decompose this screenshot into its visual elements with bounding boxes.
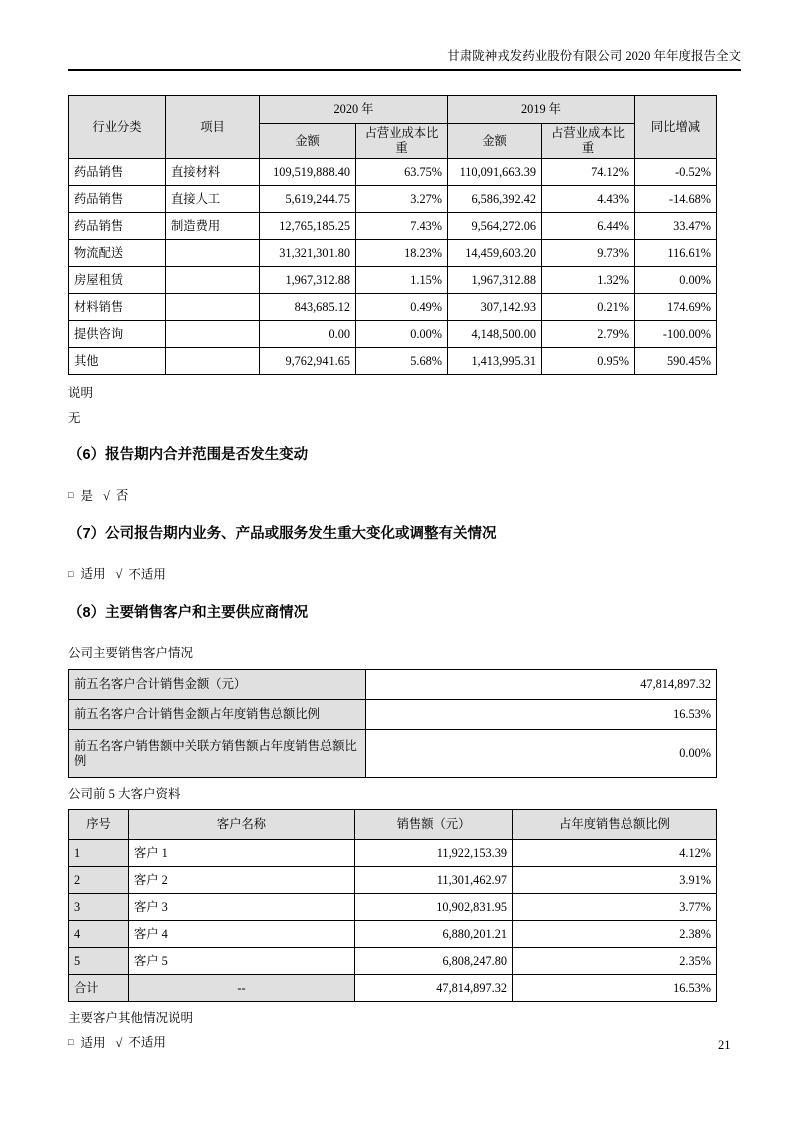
- cell-ratio-2020: 1.15%: [356, 267, 448, 294]
- cell-industry: 其他: [69, 348, 166, 375]
- page-content: [68, 95, 716, 1051]
- cost-row: [69, 240, 717, 267]
- cost-row: [69, 159, 717, 186]
- cell-customer-name: 客户 4: [129, 921, 355, 948]
- checkbox-unchecked-icon: □: [68, 568, 74, 579]
- footer-choice: [68, 1034, 716, 1051]
- cell-no: 1: [69, 840, 129, 867]
- cell-total-ratio: 16.53%: [513, 975, 717, 1002]
- cell-customer-name: 客户 5: [129, 948, 355, 975]
- cell-item: [166, 294, 260, 321]
- col-header-amount-2020: 金额: [260, 124, 356, 159]
- col-header-ratio-2020: 占营业成本比重: [356, 124, 448, 159]
- cost-row: [69, 348, 717, 375]
- check-mark-icon: √: [102, 488, 110, 503]
- cost-row: [69, 321, 717, 348]
- cell-sales-amount: 6,880,201.21: [355, 921, 513, 948]
- header-divider: [68, 69, 741, 71]
- cell-amount-2020: 12,765,185.25: [260, 213, 356, 240]
- summary-label: 前五名客户合计销售金额占年度销售总额比例: [69, 700, 366, 730]
- summary-label: 前五名客户合计销售金额（元）: [69, 670, 366, 700]
- cell-ratio-2019: 0.95%: [542, 348, 635, 375]
- summary-row: [69, 670, 717, 700]
- cell-ratio-2019: 0.21%: [542, 294, 635, 321]
- cell-sales-amount: 10,902,831.95: [355, 894, 513, 921]
- cell-amount-2020: 9,762,941.65: [260, 348, 356, 375]
- cell-no: 3: [69, 894, 129, 921]
- cell-item: [166, 321, 260, 348]
- cell-industry: 房屋租赁: [69, 267, 166, 294]
- cell-ratio-2019: 74.12%: [542, 159, 635, 186]
- cell-yoy: 590.45%: [635, 348, 717, 375]
- cell-amount-2019: 1,413,995.31: [448, 348, 542, 375]
- cell-amount-2020: 1,967,312.88: [260, 267, 356, 294]
- cell-ratio-2020: 7.43%: [356, 213, 448, 240]
- section-7-heading: （7）公司报告期内业务、产品或服务发生重大变化或调整有关情况: [68, 525, 497, 542]
- choice-apply-label: 适用: [80, 1035, 106, 1050]
- cell-amount-2019: 1,967,312.88: [448, 267, 542, 294]
- customer-total-row: [69, 975, 717, 1002]
- section-8-heading: （8）主要销售客户和主要供应商情况: [68, 605, 309, 621]
- customer-row: [69, 867, 717, 894]
- cell-yoy: -0.52%: [635, 159, 717, 186]
- cell-ratio-2020: 18.23%: [356, 240, 448, 267]
- cell-yoy: 174.69%: [635, 294, 717, 321]
- cell-sales-ratio: 2.35%: [513, 948, 717, 975]
- cell-industry: 药品销售: [69, 213, 166, 240]
- cell-total-name: --: [129, 975, 355, 1002]
- checkbox-unchecked-icon: □: [68, 490, 74, 500]
- col-header-yoy: 同比增减: [635, 96, 717, 159]
- cell-sales-ratio: 3.77%: [513, 894, 717, 921]
- cell-yoy: -100.00%: [635, 321, 717, 348]
- cell-ratio-2020: 3.27%: [356, 186, 448, 213]
- cell-ratio-2020: 5.68%: [356, 348, 448, 375]
- cell-ratio-2019: 1.32%: [542, 267, 635, 294]
- summary-value: 16.53%: [366, 700, 717, 730]
- cell-industry: 提供咨询: [69, 321, 166, 348]
- choice-no-label: 否: [115, 488, 129, 503]
- cell-total-amount: 47,814,897.32: [355, 975, 513, 1002]
- cell-ratio-2020: 63.75%: [356, 159, 448, 186]
- customer-summary-caption: 公司主要销售客户情况: [68, 646, 194, 660]
- check-mark-icon: √: [115, 567, 123, 581]
- col-header-2019: 2019 年: [448, 96, 635, 124]
- checkbox-unchecked-icon: □: [68, 1037, 74, 1047]
- cell-industry: 药品销售: [69, 186, 166, 213]
- cost-row: [69, 294, 717, 321]
- customer-row: [69, 948, 717, 975]
- cell-amount-2019: 110,091,663.39: [448, 159, 542, 186]
- cost-row: [69, 267, 717, 294]
- col-header-no: 序号: [69, 810, 129, 840]
- cost-row: [69, 213, 717, 240]
- cell-amount-2020: 5,619,244.75: [260, 186, 356, 213]
- page-number: 21: [718, 1038, 731, 1052]
- cell-yoy: 116.61%: [635, 240, 717, 267]
- cell-item: 直接材料: [166, 159, 260, 186]
- cell-sales-ratio: 2.38%: [513, 921, 717, 948]
- col-header-ratio-2019: 占营业成本比重: [542, 124, 635, 159]
- cell-amount-2020: 31,321,301.80: [260, 240, 356, 267]
- cost-breakdown-table: [68, 95, 717, 375]
- cell-sales-amount: 11,301,462.97: [355, 867, 513, 894]
- customer-row: [69, 921, 717, 948]
- cell-item: [166, 267, 260, 294]
- choice-not-apply-label: 不适用: [128, 1035, 166, 1050]
- col-header-sales-ratio: 占年度销售总额比例: [513, 810, 717, 840]
- page-header-title: 甘肃陇神戎发药业股份有限公司 2020 年年度报告全文: [447, 49, 741, 63]
- cell-sales-amount: 6,808,247.80: [355, 948, 513, 975]
- cell-ratio-2020: 0.49%: [356, 294, 448, 321]
- cell-amount-2019: 14,459,603.20: [448, 240, 542, 267]
- cell-no: 5: [69, 948, 129, 975]
- cell-yoy: 0.00%: [635, 267, 717, 294]
- check-mark-icon: √: [115, 1035, 123, 1050]
- col-header-customer-name: 客户名称: [129, 810, 355, 840]
- summary-row: [69, 700, 717, 730]
- cell-industry: 材料销售: [69, 294, 166, 321]
- cell-ratio-2019: 4.43%: [542, 186, 635, 213]
- cell-ratio-2019: 2.79%: [542, 321, 635, 348]
- cell-ratio-2019: 6.44%: [542, 213, 635, 240]
- cell-no: 2: [69, 867, 129, 894]
- top5-customers-table: [68, 809, 717, 1002]
- cell-customer-name: 客户 1: [129, 840, 355, 867]
- col-header-item: 项目: [166, 96, 260, 159]
- cell-yoy: 33.47%: [635, 213, 717, 240]
- cell-industry: 药品销售: [69, 159, 166, 186]
- cell-sales-ratio: 3.91%: [513, 867, 717, 894]
- cell-amount-2019: 6,586,392.42: [448, 186, 542, 213]
- cell-item: 直接人工: [166, 186, 260, 213]
- notes-label: 说明: [68, 386, 94, 400]
- cell-amount-2020: 843,685.12: [260, 294, 356, 321]
- cell-customer-name: 客户 3: [129, 894, 355, 921]
- cell-yoy: -14.68%: [635, 186, 717, 213]
- section-7-choice: [68, 566, 716, 583]
- other-customer-note-label: 主要客户其他情况说明: [68, 1011, 194, 1025]
- summary-value: 47,814,897.32: [366, 670, 717, 700]
- cell-ratio-2020: 0.00%: [356, 321, 448, 348]
- cell-no: 4: [69, 921, 129, 948]
- cell-amount-2019: 9,564,272.06: [448, 213, 542, 240]
- cell-total-label: 合计: [69, 975, 129, 1002]
- col-header-industry: 行业分类: [69, 96, 166, 159]
- top5-caption: 公司前 5 大客户资料: [68, 787, 181, 801]
- cell-amount-2020: 0.00: [260, 321, 356, 348]
- customer-row: [69, 894, 717, 921]
- cell-sales-amount: 11,922,153.39: [355, 840, 513, 867]
- notes-value: 无: [68, 411, 81, 425]
- customer-summary-table: [68, 669, 717, 778]
- summary-value: 0.00%: [366, 730, 717, 778]
- section-6-choice: [68, 487, 716, 504]
- cell-customer-name: 客户 2: [129, 867, 355, 894]
- cell-sales-ratio: 4.12%: [513, 840, 717, 867]
- customer-row: [69, 840, 717, 867]
- cell-item: [166, 348, 260, 375]
- section-6-heading: （6）报告期内合并范围是否发生变动: [68, 447, 309, 463]
- cost-row: [69, 186, 717, 213]
- summary-label: 前五名客户销售额中关联方销售额占年度销售总额比例: [69, 730, 366, 778]
- choice-not-apply-label: 不适用: [128, 567, 166, 581]
- cell-item: 制造费用: [166, 213, 260, 240]
- col-header-amount-2019: 金额: [448, 124, 542, 159]
- summary-row: [69, 730, 717, 778]
- col-header-2020: 2020 年: [260, 96, 448, 124]
- cell-amount-2019: 4,148,500.00: [448, 321, 542, 348]
- col-header-sales-amount: 销售额（元）: [355, 810, 513, 840]
- cell-industry: 物流配送: [69, 240, 166, 267]
- cell-item: [166, 240, 260, 267]
- cell-ratio-2019: 9.73%: [542, 240, 635, 267]
- choice-apply-label: 适用: [80, 567, 106, 581]
- cell-amount-2020: 109,519,888.40: [260, 159, 356, 186]
- choice-yes-label: 是: [80, 488, 93, 503]
- cell-amount-2019: 307,142.93: [448, 294, 542, 321]
